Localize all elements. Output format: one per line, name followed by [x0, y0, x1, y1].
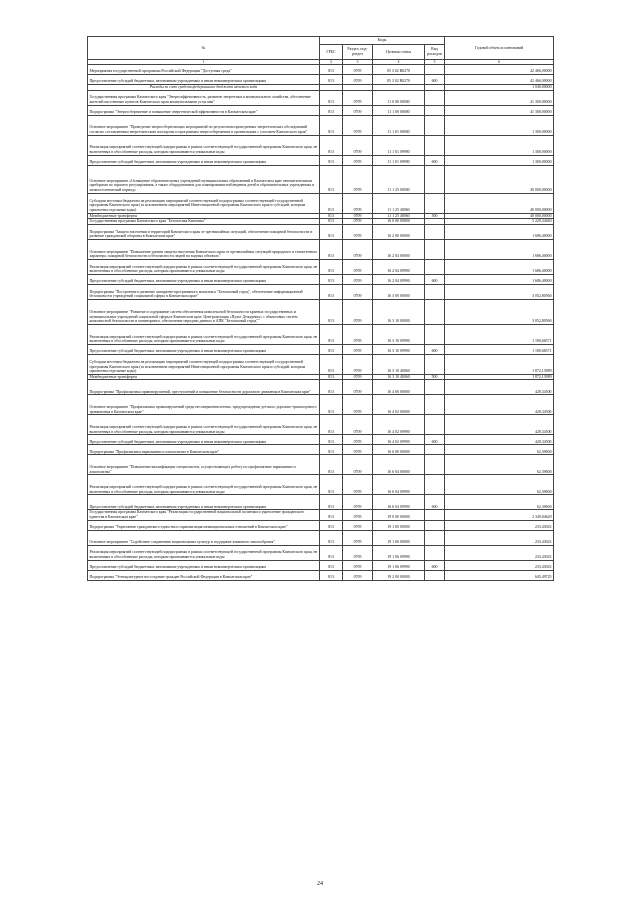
row-expense-type: [425, 415, 445, 435]
row-target-article: 16 6 04 09990: [373, 475, 425, 495]
row-amount: 1 686,40000: [445, 239, 554, 259]
row-amount: 233,43023: [445, 560, 554, 570]
row-expense-type: [425, 455, 445, 475]
row-razdel: 0709: [343, 155, 373, 165]
row-description: Государственная программа Камчатского края "Безопасная Камчатка": [88, 219, 320, 225]
row-grbs: 813: [320, 344, 343, 354]
row-description: Подпрограмма "Этнокультурное воссоздание граждан Российской Федерации в Камчатском крае": [88, 570, 320, 580]
header-vid: Вид расходов: [425, 45, 445, 60]
row-razdel: 0709: [343, 445, 373, 455]
row-description: Межбюджетные трансферты: [88, 374, 320, 380]
row-amount: 645,49725: [445, 570, 554, 580]
row-razdel: 0709: [343, 344, 373, 354]
row-description: Субсидии местным бюджетам на реализацию мероприятий соответствующей подпрограммы соответствующей государственной программы Камчатского края (за исключением мероприятий Инвестиционной программы Камчатского края и субсидий, которым присвоены отдельные коды): [88, 193, 320, 213]
row-target-article: 16 6 00 00000: [373, 445, 425, 455]
row-amount: 1 872,13989: [445, 354, 554, 374]
header-tselevaya: Целевая статья: [373, 45, 425, 60]
row-target-article: 16 3 10 09990: [373, 324, 425, 344]
row-razdel: 0709: [343, 455, 373, 475]
table-row: [88, 239, 554, 259]
row-expense-type: 500: [425, 213, 445, 219]
table-row: [88, 324, 554, 344]
row-target-article: 11 1 25 00000: [373, 165, 425, 193]
row-description: Основное мероприятие "Профилактика правонарушений среди несовершеннолетних, предупреждение детского дорожно-транспортного травматизма в Камчатском крае": [88, 395, 320, 415]
table-row: [88, 75, 554, 85]
row-razdel: 0709: [343, 193, 373, 213]
budget-table: [87, 36, 554, 581]
budget-table-page: [87, 36, 553, 581]
row-description: Расходы за счет средств федерального бюджета мечевого кода: [88, 85, 320, 91]
table-row: [88, 445, 554, 455]
row-target-article: 16 3 10 40060: [373, 374, 425, 380]
row-grbs: 813: [320, 455, 343, 475]
row-target-article: 16 4 02 00000: [373, 395, 425, 415]
row-description: Предоставление субсидий бюджетным, автономным учреждениям и иным некоммерческим организациям: [88, 560, 320, 570]
row-grbs: 813: [320, 520, 343, 530]
row-grbs: 813: [320, 65, 343, 75]
row-expense-type: 600: [425, 560, 445, 570]
col-number: 3: [343, 60, 373, 65]
row-grbs: 813: [320, 105, 343, 115]
table-row: [88, 344, 554, 354]
row-amount: 40 000,00000: [445, 165, 554, 193]
table-row: [88, 115, 554, 135]
row-expense-type: [425, 224, 445, 239]
row-target-article: 16 2 04 09990: [373, 259, 425, 274]
table-row: [88, 475, 554, 495]
row-grbs: 813: [320, 90, 343, 105]
row-target-article: 11 1 01 09990: [373, 135, 425, 155]
row-amount: 428,34500: [445, 380, 554, 395]
row-expense-type: [425, 259, 445, 274]
row-target-article: 16 3 00 00000: [373, 284, 425, 299]
row-description: Предоставление субсидий бюджетным, автономным учреждениям и иным некоммерческим организациям: [88, 435, 320, 445]
row-expense-type: [425, 299, 445, 324]
row-target-article: 16 6 04 09990: [373, 495, 425, 510]
table-row: [88, 135, 554, 155]
row-razdel: 0709: [343, 105, 373, 115]
row-razdel: 0709: [343, 510, 373, 520]
row-target-article: 19 1 06 00000: [373, 530, 425, 545]
table-row: [88, 560, 554, 570]
row-razdel: 0709: [343, 284, 373, 299]
row-amount: 62,39600: [445, 445, 554, 455]
row-razdel: 0709: [343, 560, 373, 570]
row-description: Подпрограмма "Профилактика правонарушений, преступлений и повышение безопасности дорожного движения в Камчатском крае": [88, 380, 320, 395]
row-expense-type: [425, 530, 445, 545]
row-razdel: 0709: [343, 545, 373, 560]
row-amount: 1 686,40000: [445, 259, 554, 274]
row-expense-type: [425, 65, 445, 75]
row-expense-type: 600: [425, 435, 445, 445]
row-grbs: 813: [320, 259, 343, 274]
table-row: [88, 90, 554, 105]
row-razdel: 0709: [343, 395, 373, 415]
row-grbs: 813: [320, 560, 343, 570]
row-description: Государственная программа Камчатского края "Энергоэффективность, развитие энергетики и коммунального хозяйства, обеспечение жителей населенных пунктов Камчатского края коммунальными услугами": [88, 90, 320, 105]
row-razdel: 0709: [343, 570, 373, 580]
table-row: [88, 380, 554, 395]
row-amount: 1 300,00000: [445, 155, 554, 165]
row-description: Реализация мероприятий соответствующей подпрограммы в рамках соответствующей государственной программы Камчатского края, не включенных в обособленные расходы, которым присваиваются уникальные коды: [88, 415, 320, 435]
row-razdel: 0709: [343, 213, 373, 219]
row-description: Государственная программа Камчатского края "Реализация государственной национальной политики и укрепление гражданского единства в Камчатском крае": [88, 510, 320, 520]
row-grbs: 813: [320, 284, 343, 299]
row-razdel: 0709: [343, 224, 373, 239]
row-grbs: 813: [320, 354, 343, 374]
row-amount: 40 000,00000: [445, 193, 554, 213]
row-razdel: 0709: [343, 259, 373, 274]
row-razdel: 0709: [343, 530, 373, 545]
row-expense-type: [425, 105, 445, 115]
row-razdel: 0709: [343, 90, 373, 105]
row-expense-type: [425, 90, 445, 105]
row-target-article: 16 0 00 00000: [373, 219, 425, 225]
row-expense-type: [425, 570, 445, 580]
budget-table-body: [88, 65, 554, 581]
row-razdel: 0709: [343, 165, 373, 193]
row-target-article: 16 2 00 00000: [373, 224, 425, 239]
row-target-article: 19 1 00 00000: [373, 520, 425, 530]
row-grbs: 813: [320, 435, 343, 445]
row-grbs: 813: [320, 213, 343, 219]
row-expense-type: [425, 324, 445, 344]
table-row: [88, 415, 554, 435]
row-description: Реализация мероприятий соответствующей подпрограммы в рамках соответствующей государственной программы Камчатского края, не включенных в обособленные расходы, которым присваиваются уникальные коды: [88, 545, 320, 560]
row-grbs: 813: [320, 299, 343, 324]
row-description: Реализация мероприятий соответствующей подпрограммы в рамках соответствующей государственной программы Камчатского края, не включенных в обособленные расходы, которым присваиваются уникальные коды: [88, 135, 320, 155]
row-description: Предоставление субсидий бюджетным, автономным учреждениям и иным некоммерческим организациям: [88, 75, 320, 85]
table-row: [88, 193, 554, 213]
table-row: [88, 530, 554, 545]
row-target-article: 16 2 04 09990: [373, 274, 425, 284]
row-amount: 233,43023: [445, 545, 554, 560]
row-amount: 428,34500: [445, 435, 554, 445]
table-row: [88, 520, 554, 530]
row-grbs: 813: [320, 395, 343, 415]
col-number: 6: [445, 60, 554, 65]
table-row: [88, 155, 554, 165]
row-description: Реализация мероприятий соответствующей подпрограммы в рамках соответствующей государственной программы Камчатского края, не включенных в обособленные расходы, которым присваиваются уникальные коды: [88, 475, 320, 495]
row-target-article: 11 1 25 40060: [373, 193, 425, 213]
row-expense-type: [425, 135, 445, 155]
row-expense-type: [425, 115, 445, 135]
row-target-article: 19 2 00 00000: [373, 570, 425, 580]
header-grbs: ГРБС: [320, 45, 343, 60]
row-razdel: 0709: [343, 415, 373, 435]
row-amount: 3 052,80560: [445, 299, 554, 324]
row-target-article: 16 3 10 09990: [373, 344, 425, 354]
row-amount: 42 466,00000: [445, 65, 554, 75]
row-expense-type: [425, 239, 445, 259]
row-expense-type: 500: [425, 374, 445, 380]
row-description: Основное мероприятие "Повышение уровня защиты населения Камчатского края от чрезвычайных ситуаций природного и техногенного характера, пожарной безопасности и безопасности людей на водных объектах": [88, 239, 320, 259]
row-description: Основное мероприятие "Развитие и содержание систем обеспечения комплексной безопасности краевых государственных и муниципальных учреждений социальной сферы в Камчатском крае. Централизация «Пульт Дежурных» с объектовых систем комплексной безопасности и мониторинга, обеспечение передачи данных в АПК "Безопасный город"": [88, 299, 320, 324]
row-description: Подпрограмма "Защита населения и территорий Камчатского края от чрезвычайных ситуаций, обеспечение пожарной безопасности и развитие гражданской обороны в Камчатском крае": [88, 224, 320, 239]
row-grbs: 813: [320, 570, 343, 580]
row-amount: 2 349,04629: [445, 510, 554, 520]
row-razdel: 0709: [343, 354, 373, 374]
row-amount: 1 180,66571: [445, 324, 554, 344]
row-description: Подпрограмма "Укрепление гражданского единства и гармонизация межнациональных отношений в Камчатском крае": [88, 520, 320, 530]
row-expense-type: 600: [425, 495, 445, 510]
row-grbs: 813: [320, 75, 343, 85]
row-description: Основное мероприятие "Повышение квалификации специалистов, осуществляющих работу по профилактике наркомании и алкоголизма": [88, 455, 320, 475]
row-grbs: 813: [320, 274, 343, 284]
row-razdel: 0709: [343, 475, 373, 495]
row-razdel: 0709: [343, 495, 373, 510]
table-row: [88, 65, 554, 75]
row-razdel: 0709: [343, 75, 373, 85]
row-grbs: 813: [320, 445, 343, 455]
row-amount: 1 686,40000: [445, 274, 554, 284]
row-razdel: 0709: [343, 135, 373, 155]
row-amount: 1 300,00000: [445, 115, 554, 135]
table-row: [88, 274, 554, 284]
table-row: [88, 299, 554, 324]
row-grbs: 813: [320, 510, 343, 520]
col-number: 2: [320, 60, 343, 65]
row-expense-type: [425, 354, 445, 374]
row-grbs: 813: [320, 224, 343, 239]
row-target-article: 11 1 01 00000: [373, 115, 425, 135]
row-description: Подпрограмма "Профилактика наркомании и алкоголизма в Камчатском крае": [88, 445, 320, 455]
row-description: Межбюджетные трансферты: [88, 213, 320, 219]
header-num: №: [88, 37, 320, 60]
row-description: Предоставление субсидий бюджетным, автономным учреждениям и иным некоммерческим организациям: [88, 495, 320, 510]
row-description: Основное мероприятие "Проведение энергосберегающих мероприятий по результатам проведенных энергетических обследований согласно составленным энергетическим паспортам и программам энергосбережения в организациях с участием Камчатского края": [88, 115, 320, 135]
row-target-article: 19 1 06 09990: [373, 545, 425, 560]
table-row: [88, 354, 554, 374]
row-amount: 1 872,13989: [445, 374, 554, 380]
row-amount: 233,43023: [445, 530, 554, 545]
row-amount: 5 229,34460: [445, 219, 554, 225]
row-target-article: 11 1 00 00000: [373, 105, 425, 115]
row-razdel: 0709: [343, 219, 373, 225]
row-amount: 41 300,00000: [445, 105, 554, 115]
row-expense-type: [425, 475, 445, 495]
row-target-article: 11 0 00 00000: [373, 90, 425, 105]
row-amount: 62,39600: [445, 495, 554, 510]
page-number: 24: [317, 881, 323, 887]
table-row: [88, 165, 554, 193]
row-target-article: 19 1 06 09990: [373, 560, 425, 570]
row-amount: 3 052,80560: [445, 284, 554, 299]
row-target-article: 19 0 00 00000: [373, 510, 425, 520]
row-description: Мероприятия государственной программы Российской Федерации "Доступная среда": [88, 65, 320, 75]
row-razdel: 0709: [343, 115, 373, 135]
row-amount: 62,39600: [445, 455, 554, 475]
row-expense-type: [425, 395, 445, 415]
row-razdel: 0709: [343, 380, 373, 395]
table-row: [88, 395, 554, 415]
table-row: [88, 224, 554, 239]
row-target-article: 16 4 02 09990: [373, 435, 425, 445]
row-expense-type: [425, 193, 445, 213]
row-razdel: 0709: [343, 324, 373, 344]
table-row: [88, 435, 554, 445]
table-row: [88, 495, 554, 510]
row-expense-type: [425, 510, 445, 520]
row-razdel: 0709: [343, 274, 373, 284]
row-amount: 1 180,66571: [445, 344, 554, 354]
row-description: Подпрограмма "Построение и развитие аппаратно-программного комплекса "Безопасный город", обеспечение информационной безопасности учреждений социальной сферы в Камчатском крае": [88, 284, 320, 299]
row-expense-type: 600: [425, 155, 445, 165]
row-razdel: 0709: [343, 239, 373, 259]
row-description: Подпрограмма "Энергосбережение и повышение энергетической эффективности в Камчатском крае": [88, 105, 320, 115]
row-expense-type: 600: [425, 75, 445, 85]
row-target-article: 16 4 02 09990: [373, 415, 425, 435]
row-amount: 233,43023: [445, 520, 554, 530]
header-razdel: Раздел, под-раздел: [343, 45, 373, 60]
row-expense-type: [425, 284, 445, 299]
row-razdel: 0709: [343, 435, 373, 445]
row-amount: 62,39600: [445, 475, 554, 495]
row-target-article: 05 3 02 R0270: [373, 65, 425, 75]
row-grbs: 813: [320, 545, 343, 560]
row-description: Реализация мероприятий соответствующей подпрограммы в рамках соответствующей государственной программы Камчатского края, не включенных в обособленные расходы, которым присваиваются уникальные коды: [88, 324, 320, 344]
row-description: Реализация мероприятий соответствующей подпрограммы в рамках соответствующей государственной программы Камчатского края, не включенных в обособленные расходы, которым присваиваются уникальные коды: [88, 259, 320, 274]
header-amount: Годовой объем ассигнований: [445, 37, 554, 60]
row-grbs: 813: [320, 135, 343, 155]
header-codes: Коды: [320, 37, 445, 45]
row-description: Предоставление субсидий бюджетным, автономным учреждениям и иным некоммерческим организациям: [88, 344, 320, 354]
table-row: [88, 510, 554, 520]
table-row: [88, 284, 554, 299]
row-grbs: 813: [320, 415, 343, 435]
table-row: [88, 570, 554, 580]
row-target-article: 05 3 02 R0270: [373, 75, 425, 85]
row-description: Субсидии местным бюджетам на реализацию мероприятий соответствующей подпрограммы соответствующей государственной программы Камчатского края (за исключением мероприятий Инвестиционной программы Камчатского края и субсидий, которым присвоены отдельные коды): [88, 354, 320, 374]
row-razdel: 0709: [343, 520, 373, 530]
row-target-article: 16 6 04 00000: [373, 455, 425, 475]
row-amount: 428,34500: [445, 395, 554, 415]
row-grbs: 813: [320, 495, 343, 510]
col-number: 1: [88, 60, 320, 65]
row-razdel: 0709: [343, 65, 373, 75]
row-amount: 42 466,00000: [445, 75, 554, 85]
row-expense-type: [425, 380, 445, 395]
row-target-article: 16 4 00 00000: [373, 380, 425, 395]
row-grbs: 813: [320, 165, 343, 193]
row-amount: 1 686,40000: [445, 224, 554, 239]
row-grbs: 813: [320, 155, 343, 165]
row-target-article: 11 1 01 09990: [373, 155, 425, 165]
row-expense-type: [425, 520, 445, 530]
row-expense-type: 600: [425, 274, 445, 284]
row-description: Основное мероприятие "Содействие сохранению национальных культур и поддержке языкового многообразия": [88, 530, 320, 545]
table-row: [88, 105, 554, 115]
row-grbs: 813: [320, 324, 343, 344]
row-razdel: 0709: [343, 374, 373, 380]
row-grbs: 813: [320, 219, 343, 225]
row-amount: 1 300,00000: [445, 135, 554, 155]
row-grbs: 813: [320, 239, 343, 259]
table-row: [88, 455, 554, 475]
row-amount: 1 040,00000: [445, 85, 554, 91]
row-grbs: 813: [320, 115, 343, 135]
table-row: [88, 545, 554, 560]
row-description: Предоставление субсидий бюджетным, автономным учреждениям и иным некоммерческим организациям: [88, 155, 320, 165]
row-amount: 41 300,00000: [445, 90, 554, 105]
table-row: [88, 259, 554, 274]
row-description: Предоставление субсидий бюджетным, автономным учреждениям и иным некоммерческим организациям: [88, 274, 320, 284]
row-description: Основное мероприятие «Оснащение образовательных учреждений муниципальных образований в Камчатском крае автоматическими приборами по горячего регулирования, а также оборудованием для планирования-наблюдения детей в образовательных учреждениях в межпоселенческий период»: [88, 165, 320, 193]
row-target-article: 16 2 04 00000: [373, 239, 425, 259]
row-target-article: 16 3 10 00000: [373, 299, 425, 324]
col-number: 5: [425, 60, 445, 65]
row-expense-type: [425, 445, 445, 455]
row-amount: 40 000,00000: [445, 213, 554, 219]
row-target-article: 16 3 10 40060: [373, 354, 425, 374]
row-grbs: 813: [320, 475, 343, 495]
row-grbs: 813: [320, 380, 343, 395]
row-razdel: 0709: [343, 299, 373, 324]
row-target-article: 11 1 25 40060: [373, 213, 425, 219]
row-grbs: 813: [320, 374, 343, 380]
col-number: 4: [373, 60, 425, 65]
row-expense-type: 600: [425, 344, 445, 354]
row-grbs: 813: [320, 530, 343, 545]
row-expense-type: [425, 545, 445, 560]
row-grbs: 813: [320, 193, 343, 213]
row-expense-type: [425, 165, 445, 193]
row-amount: 428,34500: [445, 415, 554, 435]
